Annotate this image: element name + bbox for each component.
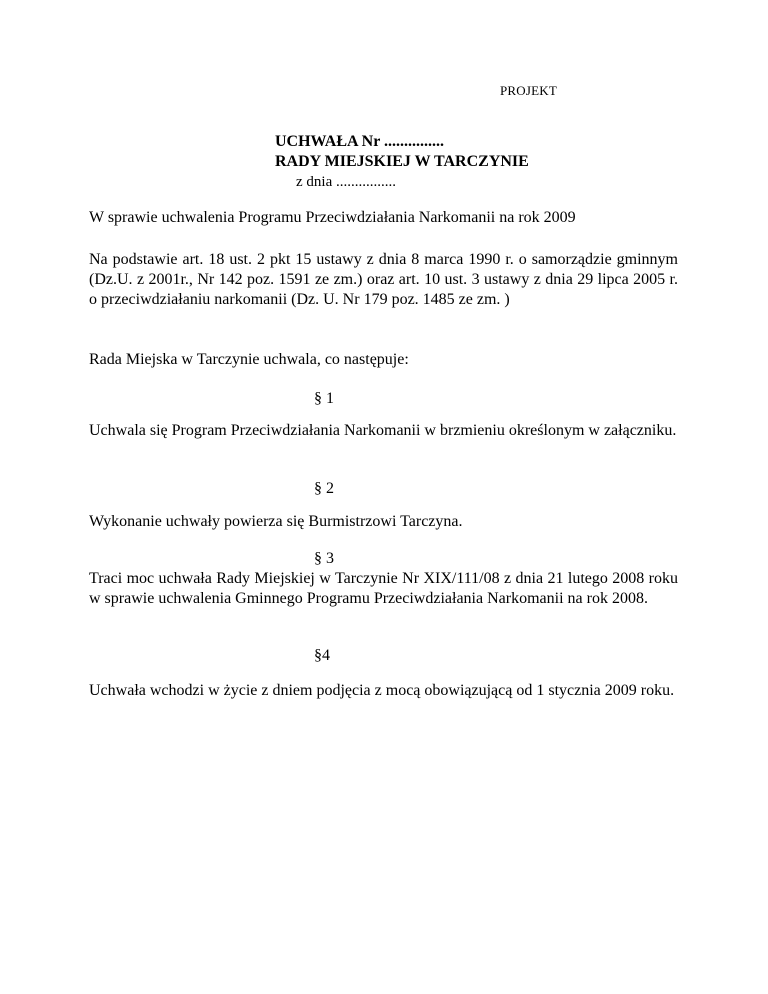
council-name: RADY MIEJSKIEJ W TARCZYNIE [275,153,529,170]
section-text-3: Traci moc uchwała Rady Miejskiej w Tarczynie Nr XIX/111/08 z dnia 21 lutego 2008 roku w sprawie uchwalenia Gminnego Programu Przeciwdziałania Narkomanii na rok 2008. [89,570,678,607]
section-sign-4: §4 [314,647,330,664]
projekt-label: PROJEKT [500,83,558,98]
resolution-subject: W sprawie uchwalenia Programu Przeciwdziałania Narkomanii na rok 2009 [89,209,576,226]
legal-basis-paragraph: Na podstawie art. 18 ust. 2 pkt 15 ustawy z dnia 8 marca 1990 r. o samorządzie gminnym (Dz.U. z 2001r., Nr 142 poz. 1591 ze zm.) oraz art. 10 ust. 3 ustawy z dnia 29 lipca 2005 r. o przeciwdziałaniu narkomanii (Dz. U. Nr 179 poz. 1485 ze zm. ) [89,251,678,308]
resolution-number: UCHWAŁA Nr ............... [275,133,445,150]
section-text-1: Uchwala się Program Przeciwdziałania Narkomanii w brzmieniu określonym w załączniku. [89,422,677,439]
section-sign-3: § 3 [314,550,334,567]
section-sign-2: § 2 [314,480,334,497]
section-text-4: Uchwała wchodzi w życie z dniem podjęcia z mocą obowiązującą od 1 stycznia 2009 roku. [89,682,675,699]
resolves-paragraph: Rada Miejska w Tarczynie uchwala, co następuje: [89,351,409,368]
resolution-date: z dnia ................ [296,174,396,190]
resolution-header [275,132,529,192]
section-text-2: Wykonanie uchwały powierza się Burmistrzowi Tarczyna. [89,513,463,530]
section-sign-1: § 1 [314,390,334,407]
